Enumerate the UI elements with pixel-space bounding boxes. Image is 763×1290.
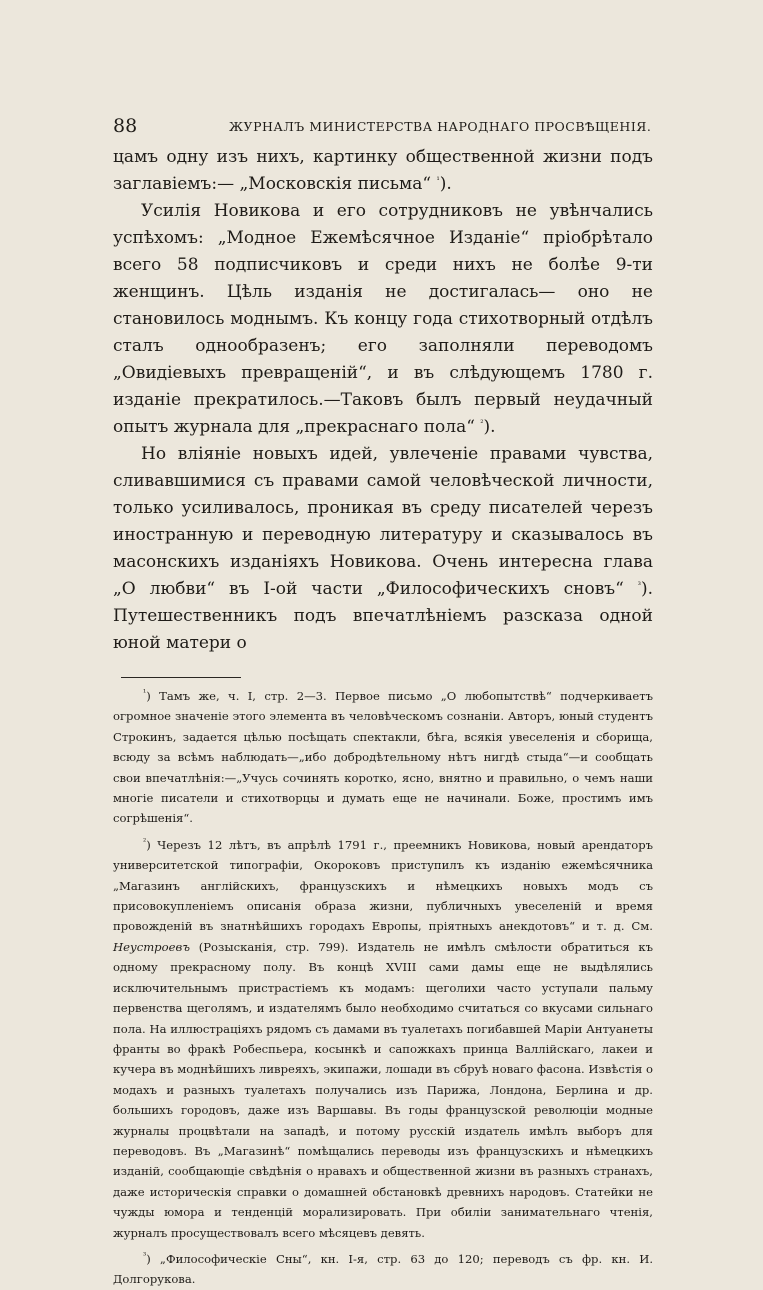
footnote-1 xyxy=(113,686,653,829)
footnote-2-text-b: (Розысканія, стр. 799). Издатель не имѣлъ смѣлости обратиться къ одному прекрасному полу. Въ концѣ XVIII сами дамы еще не выдѣлялись исключительнымъ пристрастіемъ къ модамъ: щеголихи часто уступали пальму первенства щеголямъ, и издателямъ было необходимо считаться со вкусами сильнаго пола. На иллюстраціяхъ рядомъ съ дамами въ туалетахъ погибавшей Маріи Антуанеты франты во фракѣ Робеспьера, косынкѣ и сапожкахъ принца Валлійскаго, лакеи и кучера въ моднѣйшихъ ливреяхъ, экипажи, лошади въ сбруѣ новаго фасона. Извѣстія о модахъ и разныхъ туалетахъ получались изъ Парижа, Лондона, Берлина и др. большихъ городовъ, даже изъ Варшавы. Въ годы французской революціи модные журналы процвѣтали на западѣ, и потому русскій издатель имѣлъ выборъ для переводовъ. Въ „Магазинѣ“ помѣщались переводы изъ французскихъ и нѣмецкихъ изданій, сообщающіе свѣдѣнія о нравахъ и общественной жизни въ разныхъ странахъ, даже историческія справки о домашней обстановкѣ древнихъ народовъ. Статейки не чужды юмора и тенденцій морализировать. При обиліи занимательнаго чтенія, журналъ просуществовалъ всего мѣсяцевъ девять. xyxy=(113,939,653,1240)
paragraph-2-end: ). xyxy=(483,417,496,437)
paragraph-2-text: Усилія Новикова и его сотрудниковъ не увѣнчались успѣхомъ: „Модное Ежемѣсячное Изданіе“ пріобрѣтало всего 58 подписчиковъ и среди нихъ не болѣе 9-ти женщинъ. Цѣль изданія не достигалась— оно не становилось моднымъ. Къ концу года стихотворный отдѣлъ сталъ однообразенъ; его заполняли переводомъ „Овидіевыхъ превращеній“, и въ слѣдующемъ 1780 г. изданіе прекратилось.—Таковъ былъ первый неудачный опытъ журнала для „прекраснаго пола“ xyxy=(113,201,653,437)
footnote-2-text-a: ) Черезъ 12 лѣтъ, въ апрѣлѣ 1791 г., преемникъ Новикова, новый арендаторъ университетской типографіи, Окороковъ приступилъ къ изданію ежемѣсячника „Магазинъ англійскихъ, французскихъ и нѣмецкихъ новыхъ модъ съ присовокупленіемъ описанія образа жизни, публичныхъ увеселеній и время провожденій въ знатнѣйшихъ городахъ Европы, пріятныхъ анекдотовъ“ и т. д. См. xyxy=(113,837,653,934)
paragraph-3 xyxy=(113,441,653,657)
footnote-1-mark: ¹ xyxy=(143,688,147,698)
main-text xyxy=(113,144,653,657)
footnote-3-text: ) „Философическіе Сны“, кн. I-я, стр. 63 до 120; переводъ съ фр. кн. И. Долгорукова. xyxy=(113,1251,653,1287)
footnote-1-text: ) Тамъ же, ч. I, стр. 2—3. Первое письмо „О любопытствѣ“ подчеркиваетъ огромное значеніе этого элемента въ человѣческомъ сознаніи. Авторъ, юный студентъ Строкинъ, задается цѣлью посѣщать спектакли, бѣга, всякія увеселенія и сборища, всюду за всѣмъ наблюдать—„ибо добродѣтельному нѣтъ нигдѣ стыда“—и сообщать свои впечатлѣнія:—„Учусь сочинять коротко, ясно, внятно и правильно, о чемъ наши многіе писатели и стихотворцы и думать еще не начинали. Боже, простимъ имъ согрѣшенія“. xyxy=(113,689,653,826)
footnote-ref-1: ¹ xyxy=(436,175,440,185)
footnote-2-cited-author: Неустроевъ xyxy=(113,939,190,954)
footnote-2-mark: ² xyxy=(143,836,147,846)
footnote-ref-2: ² xyxy=(480,418,484,428)
page-header xyxy=(113,108,653,144)
paragraph-2 xyxy=(113,198,653,441)
footnotes xyxy=(113,686,653,1290)
paragraph-3-end: ). Путешественникъ подъ впечатлѣніемъ разсказа одной юной матери о xyxy=(113,579,653,653)
footnote-ref-3: ³ xyxy=(637,580,641,590)
running-title: ЖУРНАЛЪ МИНИСТЕРСТВА НАРОДНАГО ПРОСВѢЩЕНІЯ. xyxy=(229,119,652,134)
page-number: 88 xyxy=(113,115,138,137)
book-page xyxy=(113,108,653,1290)
footnote-divider xyxy=(121,677,241,678)
paragraph-3-text: Но вліяніе новыхъ идей, увлеченіе правами чувства, сливавшимися съ правами самой человѣческой личности, только усиливалось, проникая въ среду писателей черезъ иностранную и переводную литературу и сказывалось въ масонскихъ изданіяхъ Новикова. Очень интересна глава „О любви“ въ І-ой части „Философическихъ сновъ“ xyxy=(113,444,653,599)
footnote-3 xyxy=(113,1249,653,1290)
paragraph-1 xyxy=(113,144,653,198)
paragraph-1-text: цамъ одну изъ нихъ, картинку общественной жизни подъ заглавіемъ:— „Московскія письма“ xyxy=(113,147,653,194)
footnote-2 xyxy=(113,835,653,1243)
paragraph-1-end: ). xyxy=(439,174,452,194)
footnote-3-mark: ³ xyxy=(143,1251,147,1261)
